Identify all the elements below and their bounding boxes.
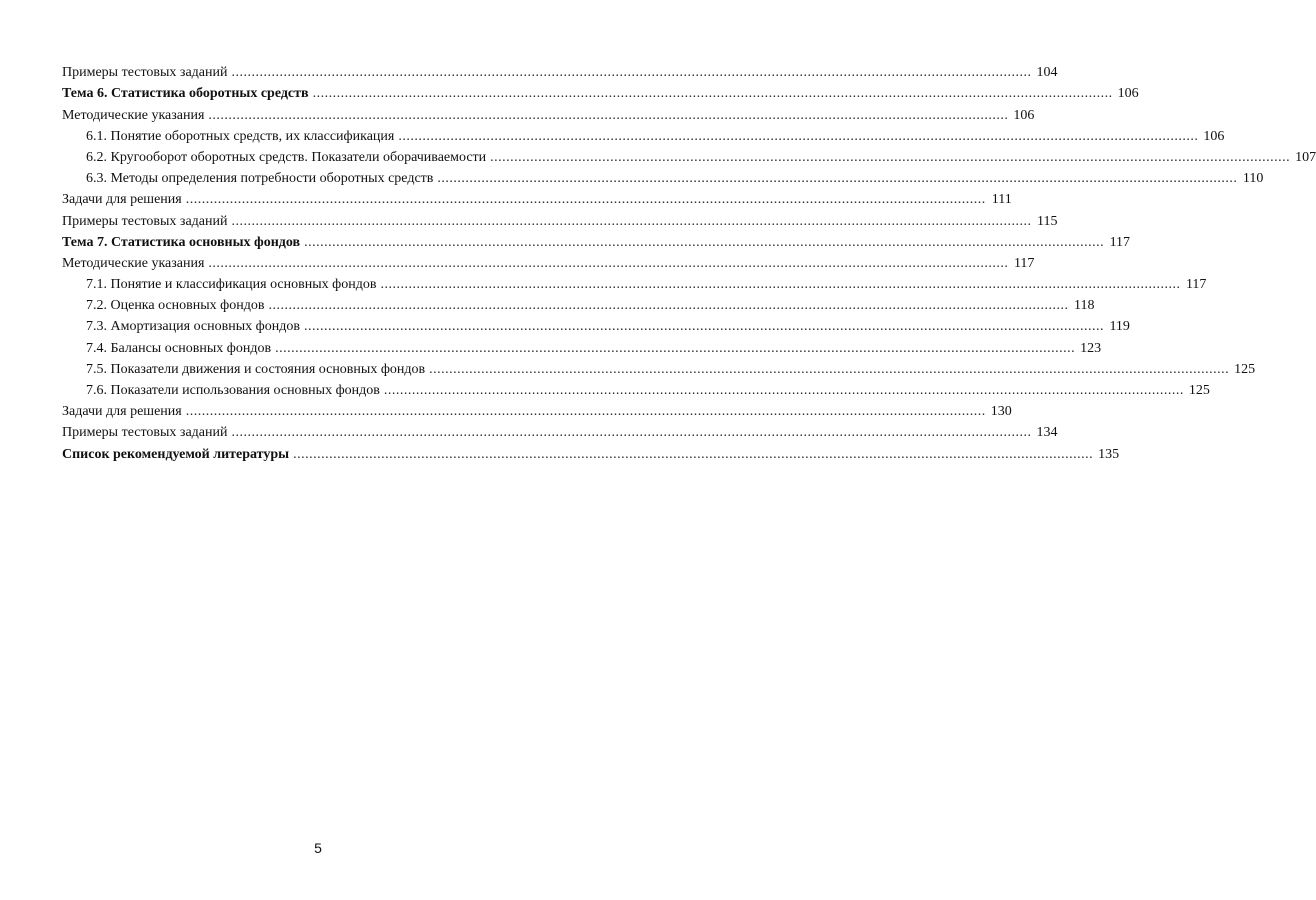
toc-dot-leader: ........................................................................................................................................................................................................	[293, 446, 1094, 462]
toc-dot-leader: ........................................................................................................................................................................................................	[437, 171, 1238, 187]
toc-entry	[62, 145, 1316, 166]
toc-entry-title: Список рекомендуемой литературы	[62, 446, 290, 462]
toc-entry	[62, 251, 1035, 272]
toc-entry	[62, 399, 1012, 420]
toc-entry	[62, 293, 1095, 314]
toc-entry-title: Тема 6. Статистика оборотных средств	[62, 86, 309, 102]
toc-dot-leader: ........................................................................................................................................................................................................	[185, 404, 986, 420]
toc-dot-leader: ........................................................................................................................................................................................................	[304, 234, 1105, 250]
toc-entry-title: Методические указания	[62, 255, 205, 271]
toc-entry	[62, 60, 1058, 81]
toc-entry-title: Тема 7. Статистика основных фондов	[62, 234, 301, 250]
toc-dot-leader: ........................................................................................................................................................................................................	[429, 361, 1230, 377]
toc-entry	[62, 314, 1130, 335]
toc-entry	[62, 378, 1210, 399]
toc-entry-page: 125	[1234, 361, 1256, 377]
toc-entry-page: 130	[990, 404, 1012, 420]
toc-entry-page: 117	[1185, 277, 1207, 293]
toc-entry	[62, 187, 1012, 208]
toc-dot-leader: ........................................................................................................................................................................................................	[398, 128, 1199, 144]
toc-entry-page: 106	[1013, 107, 1035, 123]
toc-entry-title: 7.6. Показатели использования основных фондов	[86, 383, 380, 398]
toc-entry-page: 134	[1036, 425, 1058, 441]
toc-entry-page: 104	[1036, 65, 1058, 81]
toc-entry	[62, 335, 1102, 356]
toc-entry-title: 7.5. Показатели движения и состояния основных фондов	[86, 361, 426, 377]
toc-entry-page: 135	[1098, 446, 1120, 462]
toc-dot-leader: ........................................................................................................................................................................................................	[231, 425, 1032, 441]
toc-entry-title: 6.1. Понятие оборотных средств, их классификация	[86, 128, 395, 144]
toc-dot-leader: ........................................................................................................................................................................................................	[490, 149, 1291, 165]
toc-entry-title: Задачи для решения	[62, 192, 182, 208]
toc-entry	[62, 441, 1120, 462]
toc-entry	[62, 81, 1139, 102]
toc-dot-leader: ........................................................................................................................................................................................................	[231, 65, 1032, 81]
toc-dot-leader: ........................................................................................................................................................................................................	[312, 86, 1113, 102]
toc-dot-leader: ........................................................................................................................................................................................................	[268, 298, 1069, 314]
toc-entry-title: Задачи для решения	[62, 404, 182, 420]
toc-entry-page: 115	[1037, 213, 1058, 229]
toc-entry-page: 125	[1188, 383, 1210, 398]
toc-entry-page: 117	[1109, 234, 1131, 250]
toc-entry	[62, 230, 1131, 251]
toc-dot-leader: ........................................................................................................................................................................................................	[303, 319, 1104, 335]
toc-entry-title: 7.1. Понятие и классификация основных фондов	[86, 277, 377, 293]
toc-entry-page: 111	[991, 192, 1012, 208]
toc-entry-page: 118	[1074, 298, 1095, 314]
toc-dot-leader: ........................................................................................................................................................................................................	[185, 192, 986, 208]
toc-entry-page: 123	[1080, 340, 1102, 356]
toc-entry-page: 107	[1295, 149, 1316, 165]
toc-entry-title: 6.3. Методы определения потребности оборотных средств	[86, 171, 434, 187]
toc-dot-leader: ........................................................................................................................................................................................................	[208, 107, 1009, 123]
toc-entry-page: 117	[1013, 255, 1035, 271]
toc-dot-leader: ........................................................................................................................................................................................................	[275, 340, 1076, 356]
toc-entry-title: 7.2. Оценка основных фондов	[86, 298, 265, 314]
toc-entry-page: 110	[1242, 171, 1264, 187]
toc-entry	[62, 357, 1256, 378]
table-of-contents	[62, 60, 1316, 463]
toc-entry	[62, 124, 1225, 145]
toc-entry-title: 7.4. Балансы основных фондов	[86, 340, 272, 356]
toc-entry	[62, 420, 1058, 441]
toc-dot-leader: ........................................................................................................................................................................................................	[231, 213, 1032, 229]
toc-dot-leader: ........................................................................................................................................................................................................	[383, 383, 1184, 398]
toc-entry-title: 7.3. Амортизация основных фондов	[86, 319, 300, 335]
toc-entry-title: Примеры тестовых заданий	[62, 213, 228, 229]
toc-dot-leader: ........................................................................................................................................................................................................	[208, 255, 1009, 271]
toc-dot-leader: ........................................................................................................................................................................................................	[380, 277, 1181, 293]
toc-entry	[62, 208, 1058, 229]
toc-entry	[62, 166, 1264, 187]
toc-entry-page: 119	[1109, 319, 1130, 335]
toc-entry	[62, 102, 1035, 123]
toc-entry-title: 6.2. Кругооборот оборотных средств. Показатели оборачиваемости	[86, 149, 487, 165]
toc-entry-title: Примеры тестовых заданий	[62, 65, 228, 81]
toc-entry-title: Примеры тестовых заданий	[62, 425, 228, 441]
toc-entry	[62, 272, 1207, 293]
page-number: 5	[314, 840, 322, 856]
toc-entry-title: Методические указания	[62, 107, 205, 123]
toc-entry-page: 106	[1203, 128, 1225, 144]
toc-entry-page: 106	[1117, 86, 1139, 102]
